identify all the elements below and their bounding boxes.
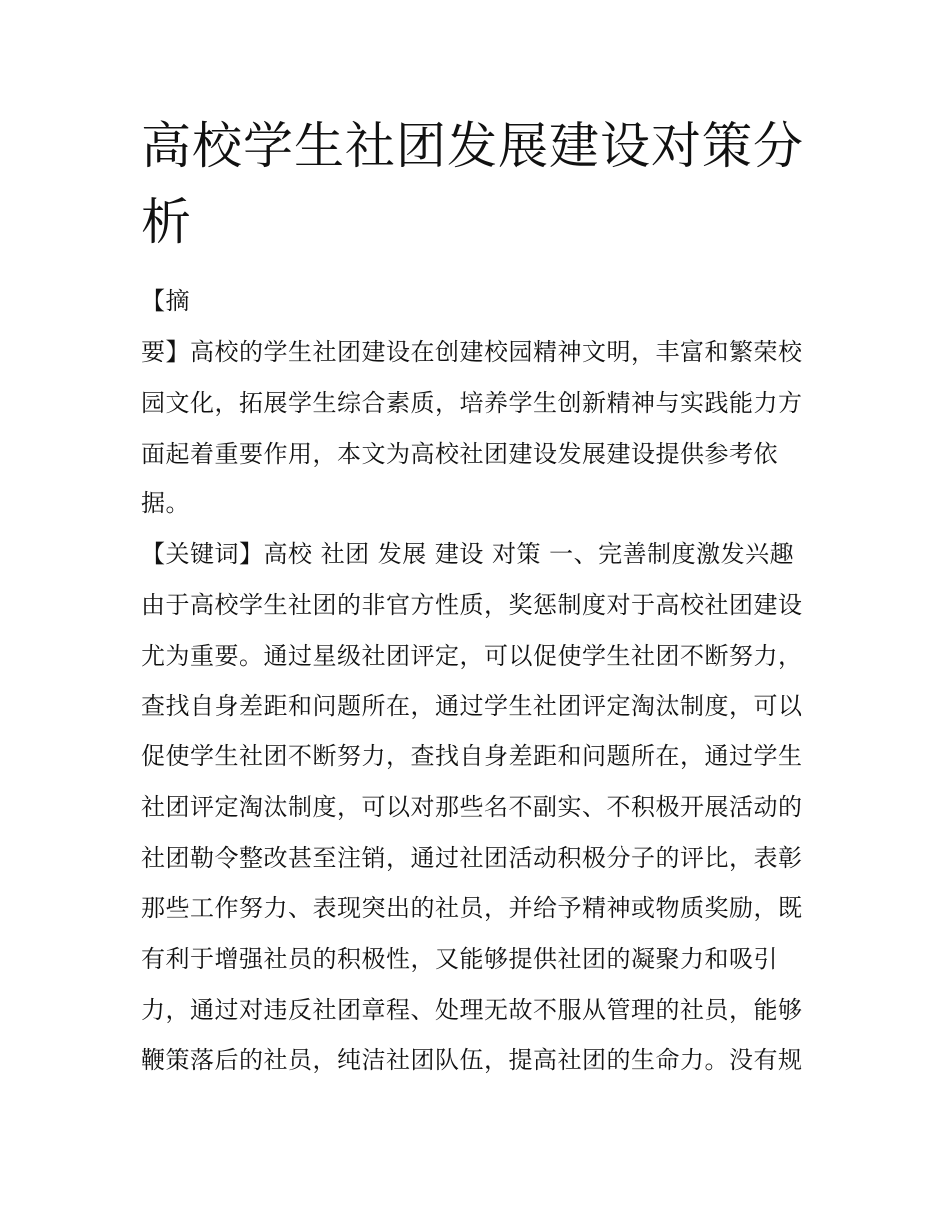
document-title: 高校学生社团发展建设对策分析	[141, 117, 804, 251]
body-line-7: 尤为重要。通过星级社团评定，可以促使学生社团不断努力，	[141, 642, 803, 670]
body-line-12: 那些工作努力、表现突出的社员，并给予精神或物质奖励，既	[141, 894, 803, 922]
body-line-8: 查找自身差距和问题所在，通过学生社团评定淘汰制度，可以	[141, 692, 803, 720]
body-line-3: 面起着重要作用，本文为高校社团建设发展建设提供参考依	[141, 440, 778, 468]
body-line-15: 鞭策落后的社员，纯洁社团队伍，提高社团的生命力。没有规	[141, 1046, 803, 1074]
keywords-line: 【关键词】高校 社团 发展 建设 对策 一、完善制度激发兴趣	[141, 540, 795, 568]
body-line-2: 园文化，拓展学生综合素质，培养学生创新精神与实践能力方	[141, 389, 803, 417]
body-line-6: 由于高校学生社团的非官方性质，奖惩制度对于高校社团建设	[141, 591, 803, 619]
body-line-9: 促使学生社团不断努力，查找自身差距和问题所在，通过学生	[141, 742, 803, 770]
body-line-14: 力，通过对违反社团章程、处理无故不服从管理的社员，能够	[141, 996, 803, 1024]
abstract-heading: 【摘	[141, 287, 190, 315]
body-line-11: 社团勒令整改甚至注销，通过社团活动积极分子的评比，表彰	[141, 844, 803, 872]
body-line-10: 社团评定淘汰制度，可以对那些名不副实、不积极开展活动的	[141, 793, 803, 821]
body-line-13: 有利于增强社员的积极性，又能够提供社团的凝聚力和吸引	[141, 945, 778, 973]
body-line-1: 要】高校的学生社团建设在创建校园精神文明，丰富和繁荣校	[141, 338, 803, 366]
body-line-4: 据。	[141, 489, 190, 517]
